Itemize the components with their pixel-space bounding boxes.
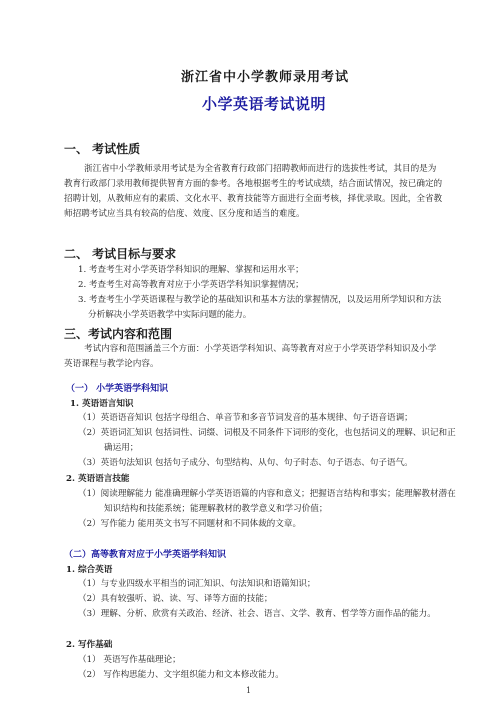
part-heading-higher-education: （二）高等教育对应于小学英语学科知识 — [64, 550, 227, 560]
page-number: 1 — [246, 686, 252, 695]
document-subtitle: 小学英语考试说明 — [202, 95, 327, 113]
section-paragraph-content: 考试内容和范围涵盖三个方面：小学英语学科知识、高等教育对应于小学英语学科知识及小学英语课程与教学论内容。 — [64, 344, 437, 369]
section-paragraph-nature: 浙江省中小学教师录用考试是为全省教育行政部门招聘教师而进行的选拔性考试，其目的是为教育行政部门录用教师提供智育方面的参考。各地根据考生的考试成绩，结合面试情况，按已确定的招聘计划，从教师应有的素质、文化水平、教育技能等方面进行全面考核，择优录取。因此，全省教师招聘考试应当具有较高的信度、效度、区分度和适当的难度。 — [64, 164, 443, 219]
subsection-heading-writing-basics: 2. 写作基础 — [66, 640, 113, 650]
list-item: （3）理解、分析、欣赏有关政治、经济、社会、语言、文学、教育、哲学等方面作品的能力。 — [78, 609, 436, 619]
part-heading-primary-knowledge: （一） 小学英语学科知识 — [66, 384, 169, 394]
goal-item: 3. 考查考生小学英语课程与教学论的基础知识和基本方法的掌握情况，以及运用所学知识和方法分析解决小学英语教学中实际问题的能力。 — [78, 295, 442, 320]
goal-item: 1. 考查考生对小学英语学科知识的理解、掌握和运用水平； — [78, 265, 304, 275]
document-title: 浙江省中小学教师录用考试 — [181, 70, 350, 85]
goal-item: 2. 考查考生对高等教育对应于小学英语学科知识掌握情况； — [78, 280, 304, 290]
list-item: （2）英语词汇知识 包括词性、词缀、词根及不同条件下词形的变化，也包括词义的理解、识记和正确运用； — [78, 428, 456, 453]
list-item: （2）写作能力 能用英文书写不同题材和不同体裁的文章。 — [78, 519, 302, 529]
list-item: （2） 写作构思能力、文字组织能力和文本修改能力。 — [78, 670, 284, 680]
subsection-heading-language-skills: 2. 英语语言技能 — [66, 474, 130, 484]
list-item: （2）具有较强听、说、读、写、译等方面的技能； — [78, 594, 273, 604]
section-heading-goals: 二、 考试目标与要求 — [64, 247, 177, 261]
list-item: （1）阅读理解能力 能准确理解小学英语语篇的内容和意义；把握语言结构和事实；能理解教材潜在知识结构和技能系统；能理解教材的教学意义和学习价值； — [78, 489, 456, 514]
section-heading-nature: 一、 考试性质 — [64, 142, 141, 156]
subsection-heading-comprehensive-english: 1. 综合英语 — [66, 565, 113, 575]
subsection-heading-language-knowledge: 1. 英语语言知识 — [70, 399, 134, 409]
list-item: （1） 英语写作基础理论； — [78, 655, 181, 665]
list-item: （1）英语语音知识 包括字母组合、单音节和多音节词发音的基本规律、句子语音语调； — [78, 413, 413, 423]
section-heading-content: 三、考试内容和范围 — [64, 327, 173, 341]
list-item: （3）英语句法知识 包括句子成分、句型结构、从句、句子时态、句子语态、句子语气。 — [78, 458, 413, 468]
list-item: （1）与专业四级水平相当的词汇知识、句法知识和语篇知识； — [78, 579, 316, 589]
